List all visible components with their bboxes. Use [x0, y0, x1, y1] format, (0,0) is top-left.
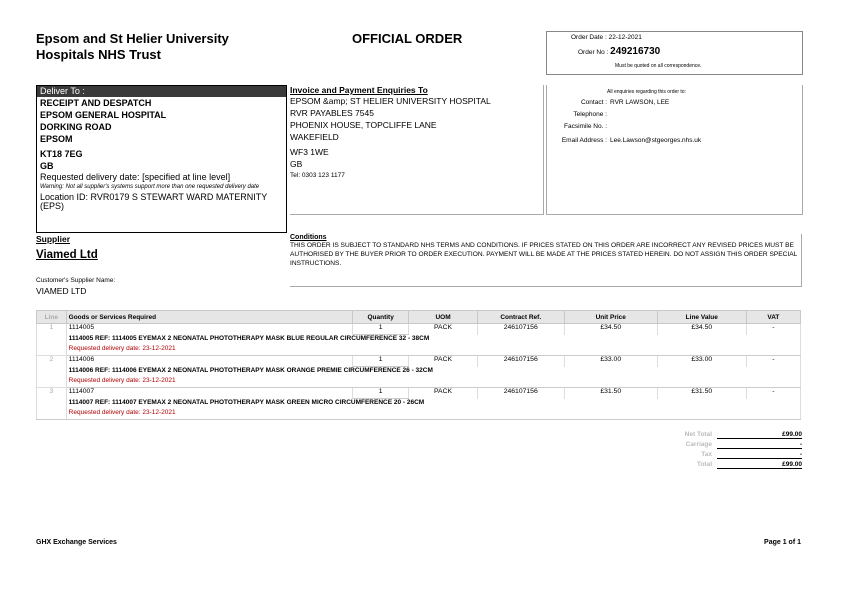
conditions-text: THIS ORDER IS SUBJECT TO STANDARD NHS TERMS AND CONDITIONS. IF PRICES STATED ON THIS ORDER ARE INCORRECT ANY REVISED PRICES MUST BE AUTHORISED BY THE BUYER PRIOR TO ORDER EXECUTION. PAYMENT WILL BE MADE AT THE PRICES STATED HEREIN. DO NOT ASSIGN THIS ORDER SPECIAL INSTRUCTIONS.: [290, 242, 798, 267]
table-row-req: [37, 345, 801, 356]
location-id: Location ID: RVR0179 S STEWART WARD MATERNITY (EPS): [40, 192, 268, 211]
tax-value: -: [717, 451, 802, 459]
deliver-line: EPSOM: [40, 134, 73, 144]
item-contract: 246107156: [477, 356, 564, 367]
item-qty: 1: [353, 388, 409, 399]
total-value: £99.00: [717, 461, 802, 469]
item-description: 1114006 REF: 1114006 EYEMAX 2 NEONATAL PHOTOTHERAPY MASK ORANGE PREMIE CIRCUMFERENCE 26 - 32CM: [66, 367, 800, 378]
invoice-line: PHOENIX HOUSE, TOPCLIFFE LANE: [290, 120, 437, 130]
contact-box: [546, 85, 803, 215]
deliver-to-box: [36, 85, 287, 233]
fax-label: Facsimile No. :: [564, 123, 607, 130]
supplier-name: Viamed Ltd: [36, 249, 98, 261]
item-qty: 1: [353, 356, 409, 367]
contact-note: All enquiries regarding this order to:: [607, 89, 686, 95]
item-vat: -: [746, 388, 800, 399]
order-date-label: Order Date :: [571, 34, 607, 41]
table-row-req: [37, 409, 801, 420]
trust-name: [36, 31, 296, 63]
invoice-line: GB: [290, 159, 303, 169]
col-vat: VAT: [746, 311, 800, 324]
order-date-value: 22-12-2021: [608, 34, 642, 41]
item-code: 1114006: [66, 356, 352, 367]
item-description: 1114005 REF: 1114005 EYEMAX 2 NEONATAL PHOTOTHERAPY MASK BLUE REGULAR CIRCUMFERENCE 32 - 38CM: [66, 335, 800, 346]
total-label: Total: [696, 461, 712, 468]
invoice-line: RVR PAYABLES 7545: [290, 108, 374, 118]
item-description: 1114007 REF: 1114007 EYEMAX 2 NEONATAL PHOTOTHERAPY MASK GREEN MICRO CIRCUMFERENCE 20 - 26CM: [66, 399, 800, 410]
carriage-row: [640, 441, 802, 451]
item-uom: PACK: [409, 324, 478, 335]
invoice-tel: Tel: 0303 123 1177: [290, 172, 345, 179]
customer-supplier-label: Customer's Supplier Name:: [36, 277, 116, 284]
order-number: [578, 46, 660, 57]
item-requested-date: Requested delivery date: 23-12-2021: [66, 409, 800, 420]
line-number: 2: [37, 356, 67, 388]
invoice-box: [290, 85, 544, 215]
deliver-to-heading: Deliver To :: [37, 86, 286, 97]
trust-name-line1: Epsom and St Helier University: [36, 31, 229, 46]
col-unit-price: Unit Price: [564, 311, 657, 324]
invoice-heading: Invoice and Payment Enquiries To: [290, 85, 428, 95]
total-row: [640, 461, 802, 471]
invoice-line: EPSOM &amp; ST HELIER UNIVERSITY HOSPITAL: [290, 96, 491, 106]
item-code: 1114005: [66, 324, 352, 335]
deliver-line: KT18 7EG: [40, 149, 83, 159]
item-line-value: £31.50: [657, 388, 746, 399]
table-row: [37, 356, 801, 367]
line-number: 3: [37, 388, 67, 420]
requested-delivery: Requested delivery date: [specified at line level]: [40, 172, 231, 182]
item-requested-date: Requested delivery date: 23-12-2021: [66, 345, 800, 356]
order-info-box: [546, 31, 803, 75]
customer-supplier-value: VIAMED LTD: [36, 286, 87, 296]
item-line-value: £33.00: [657, 356, 746, 367]
deliver-line: RECEIPT AND DESPATCH: [40, 98, 152, 108]
invoice-line: WF3 1WE: [290, 147, 329, 157]
conditions-heading: Conditions: [290, 234, 327, 241]
table-row-desc: [37, 367, 801, 378]
table-row-desc: [37, 335, 801, 346]
item-uom: PACK: [409, 356, 478, 367]
col-quantity: Quantity: [353, 311, 409, 324]
net-total-row: [640, 431, 802, 441]
table-row-desc: [37, 399, 801, 410]
tax-row: [640, 451, 802, 461]
col-contract: Contract Ref.: [477, 311, 564, 324]
item-vat: -: [746, 356, 800, 367]
item-line-value: £34.50: [657, 324, 746, 335]
line-number: 1: [37, 324, 67, 356]
contact-label: Contact :: [580, 99, 607, 106]
col-line: Line: [37, 311, 67, 324]
order-number-value: 249216730: [610, 46, 661, 57]
deliver-line: EPSOM GENERAL HOSPITAL: [40, 110, 167, 120]
conditions-box: [290, 234, 802, 287]
deliver-line: DORKING ROAD: [40, 122, 112, 132]
trust-name-line2: Hospitals NHS Trust: [36, 47, 161, 62]
deliver-line: GB: [40, 161, 54, 171]
email-value: Lee.Lawson@stgeorges.nhs.uk: [610, 137, 702, 144]
table-row: [37, 324, 801, 335]
page-number: Page 1 of 1: [764, 539, 801, 546]
carriage-label: Carriage: [685, 441, 712, 448]
net-total-value: £99.00: [717, 431, 802, 439]
item-qty: 1: [353, 324, 409, 335]
net-total-label: Net Total: [684, 431, 712, 438]
item-requested-date: Requested delivery date: 23-12-2021: [66, 377, 800, 388]
col-line-value: Line Value: [657, 311, 746, 324]
item-unit-price: £34.50: [564, 324, 657, 335]
order-number-label: Order No :: [578, 49, 609, 56]
order-date: [571, 34, 642, 41]
item-unit-price: £33.00: [564, 356, 657, 367]
delivery-warning: Warning: Not all supplier's systems support more than one requested delivery date: [40, 184, 260, 190]
col-uom: UOM: [409, 311, 478, 324]
item-code: 1114007: [66, 388, 352, 399]
contact-value: RVR LAWSON, LEE: [610, 99, 670, 106]
item-vat: -: [746, 324, 800, 335]
totals-block: [640, 431, 802, 471]
order-lines-table: [36, 310, 801, 420]
table-row: [37, 388, 801, 399]
document-title: OFFICIAL ORDER: [352, 31, 463, 46]
order-note: Must be quoted on all correspondence.: [615, 63, 702, 69]
table-row-req: [37, 377, 801, 388]
item-uom: PACK: [409, 388, 478, 399]
item-contract: 246107156: [477, 324, 564, 335]
telephone-label: Telephone :: [573, 111, 607, 118]
footer-source: GHX Exchange Services: [36, 539, 117, 546]
col-goods: Goods or Services Required: [66, 311, 352, 324]
item-unit-price: £31.50: [564, 388, 657, 399]
email-label: Email Address :: [561, 137, 607, 144]
invoice-line: WAKEFIELD: [290, 132, 339, 142]
carriage-value: -: [717, 441, 802, 449]
supplier-heading: Supplier: [36, 234, 71, 244]
tax-label: Tax: [701, 451, 712, 458]
table-header-row: [37, 311, 801, 324]
item-contract: 246107156: [477, 388, 564, 399]
